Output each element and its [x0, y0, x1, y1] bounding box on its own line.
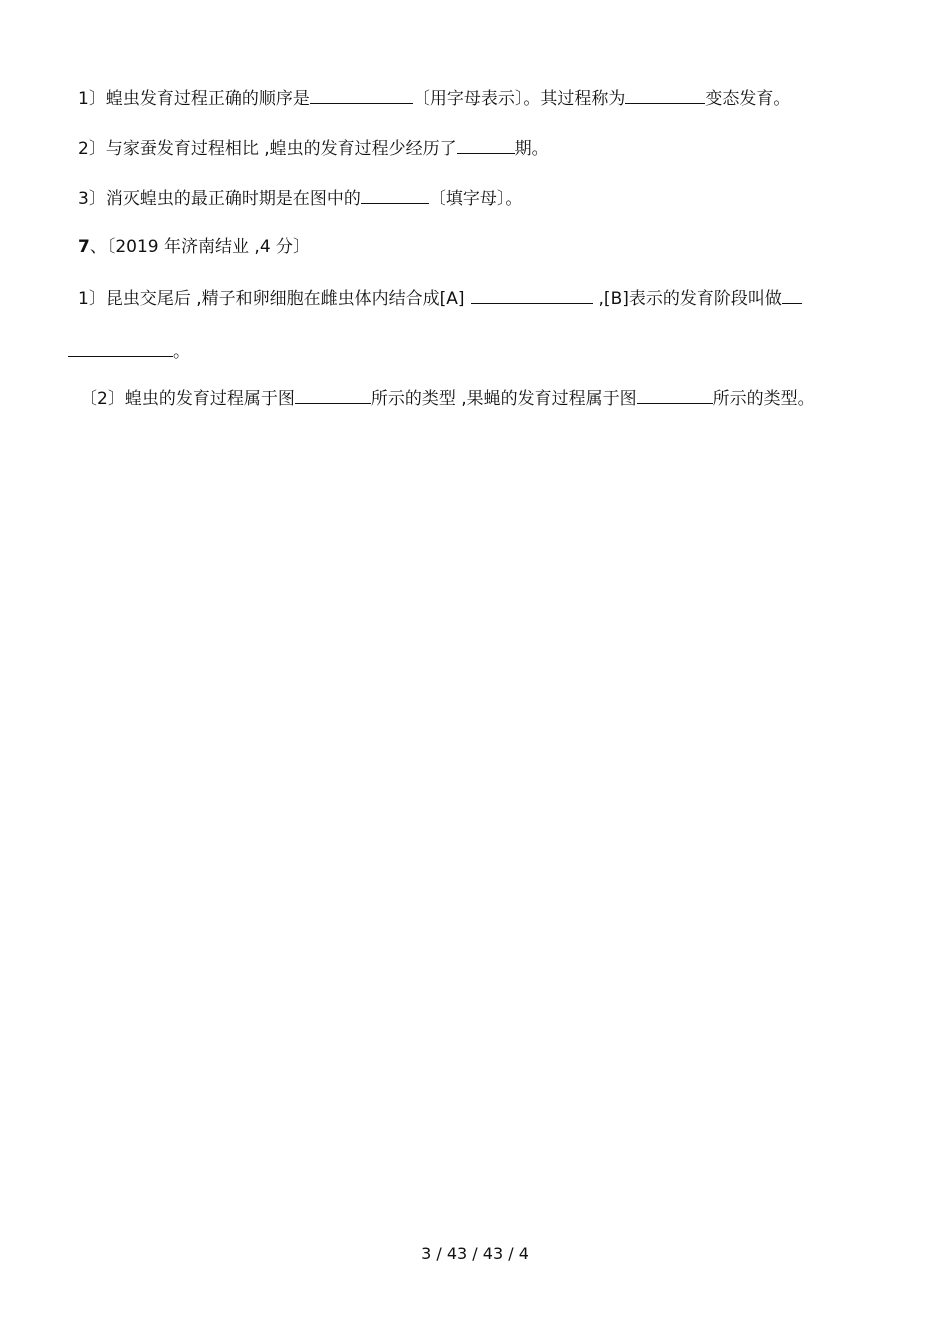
q3-text-start: 3〕消灭蝗虫的最正确时期是在图中的: [78, 189, 361, 209]
answer-blank-metamorphosis-type[interactable]: [625, 85, 705, 104]
answer-blank-fruitfly-figure[interactable]: [637, 385, 713, 404]
answer-blank-best-period[interactable]: [361, 185, 429, 204]
q1-text-middle: 〔用字母表示〕。其过程称为: [412, 89, 626, 109]
q3-text-end: 〔填字母〕。: [428, 189, 523, 209]
q7-text-middle: 所示的类型 ,果蝇的发育过程属于图: [370, 389, 637, 409]
answer-blank-missing-stage[interactable]: [457, 135, 515, 154]
question-line-6: [68, 338, 190, 364]
q7-text-end: 所示的类型。: [712, 389, 815, 409]
q6-text-end: 。: [173, 342, 190, 362]
q5-text-middle: ,[B]表示的发育阶段叫做: [598, 289, 782, 309]
answer-blank-b-continued[interactable]: [68, 338, 173, 357]
q1-text-end: 变态发育。: [705, 89, 791, 109]
question-line-5: [78, 285, 802, 311]
q2-text-start: 2〕与家蚕发育过程相比 ,蝗虫的发育过程少经历了: [78, 139, 457, 159]
answer-blank-locust-figure[interactable]: [295, 385, 371, 404]
page-footer: [0, 1243, 950, 1265]
q2-text-end: 期。: [514, 139, 549, 159]
question-source: 、〔2019 年济南结业 ,4 分〕: [89, 237, 311, 257]
page-number: 3 / 43 / 43 / 4: [421, 1244, 529, 1263]
question-7-heading: [78, 235, 310, 259]
answer-blank-a[interactable]: [471, 285, 593, 304]
answer-blank-b-start[interactable]: [782, 285, 802, 304]
answer-blank-sequence[interactable]: [310, 85, 413, 104]
q7-text-start: 〔2〕蝗虫的发育过程属于图: [80, 389, 295, 409]
q5-text-start: 1〕昆虫交尾后 ,精子和卵细胞在雌虫体内结合成[A]: [78, 289, 465, 309]
question-line-7: [80, 385, 815, 411]
question-line-3: [78, 185, 522, 211]
question-number: 7: [78, 237, 90, 257]
question-line-2: [78, 135, 549, 161]
q1-text-start: 1〕蝗虫发育过程正确的顺序是: [78, 89, 310, 109]
question-line-1: [78, 85, 790, 111]
